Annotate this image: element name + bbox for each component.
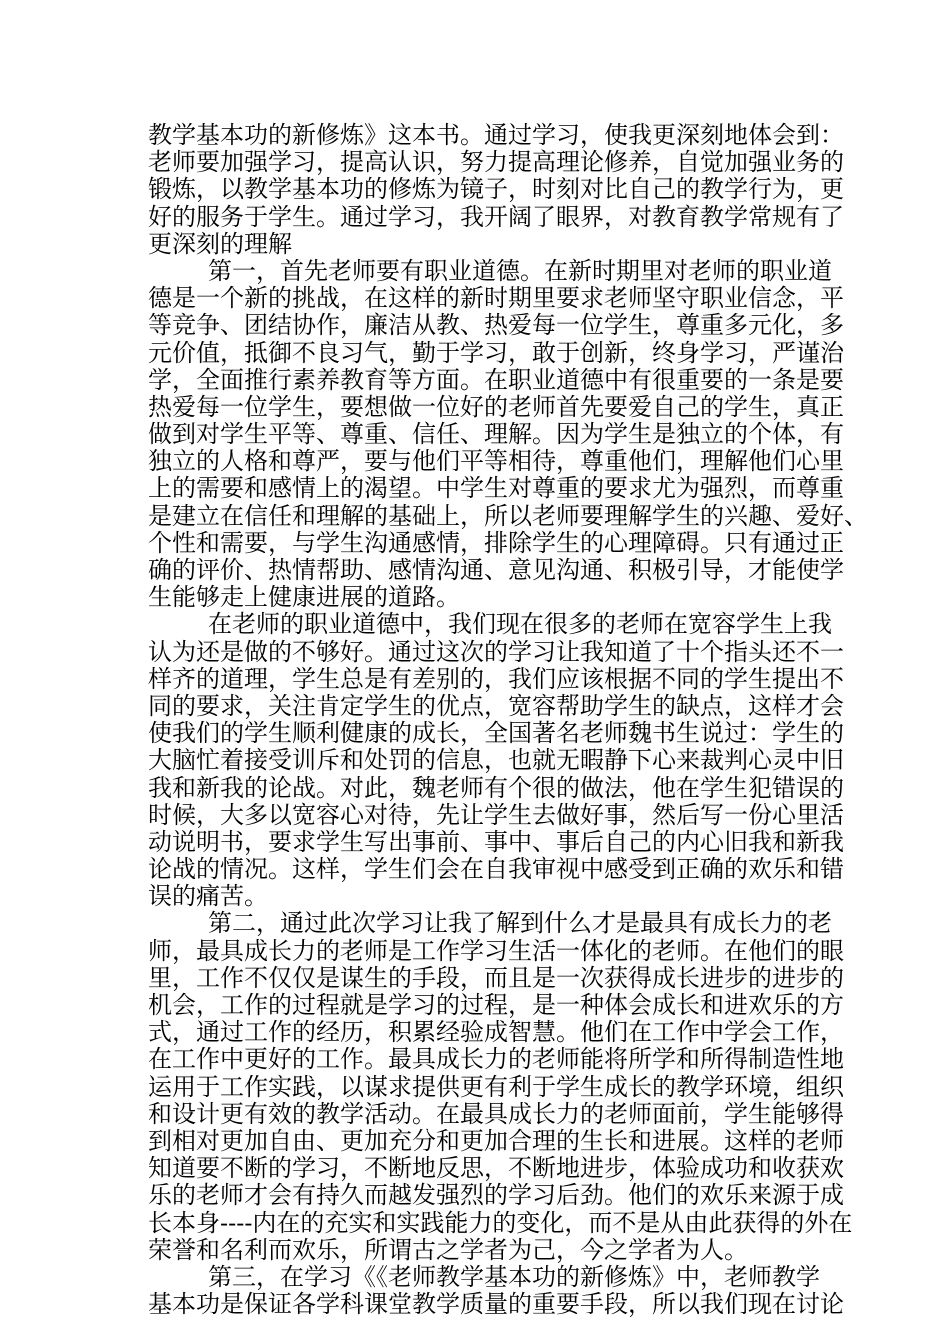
text-line: 机会，工作的过程就是学习的过程，是一种体会成长和进欢乐的方 xyxy=(148,991,844,1019)
text-line: 教学基本功的新修炼》这本书。通过学习，使我更深刻地体会到： xyxy=(148,121,844,149)
text-line: 个性和需要，与学生沟通感情，排除学生的心理障碍。只有通过正 xyxy=(148,528,844,557)
text-line: 学，全面推行素养教育等方面。在职业道德中有很重要的一条是要 xyxy=(148,365,844,394)
text-line: 荣誉和名利而欢乐，所谓古之学者为己，今之学者为人。 xyxy=(148,1235,748,1264)
text-line: 我和新我的论战。对此，魏老师有个很的做法，他在学生犯错误的 xyxy=(148,773,844,802)
paragraph xyxy=(148,1262,844,1319)
text-line: 认为还是做的不够好。通过这次的学习让我知道了十个指头还不一 xyxy=(148,637,844,666)
text-line: 误的痛苦。 xyxy=(148,882,268,911)
text-line: 时候，大多以宽容心对待，先让学生去做好事，然后写一份心里活 xyxy=(148,800,844,829)
text-line: 独立的人格和尊严，要与他们平等相待，尊重他们，理解他们心里 xyxy=(148,447,844,476)
text-line: 第三，在学习《《老师教学基本功的新修炼》中，老师教学 xyxy=(208,1262,820,1291)
text-line: 长本身----内在的充实和实践能力的变化，而不是从由此获得的外在 xyxy=(148,1208,853,1237)
text-line: 更深刻的理解 xyxy=(148,229,292,258)
document-body xyxy=(148,121,868,1319)
text-line: 使我们的学生顺利健康的成长，全国著名老师魏书生说过：学生的 xyxy=(148,719,844,748)
text-line: 动说明书，要求学生写出事前、事中、事后自己的内心旧我和新我 xyxy=(148,827,844,856)
text-line: 知道要不断的学习，不断地反思，不断地进步，体验成功和收获欢 xyxy=(148,1154,844,1183)
paragraph xyxy=(148,256,868,612)
text-line: 基本功是保证各学科课堂教学质量的重要手段，所以我们现在讨论 xyxy=(148,1290,844,1319)
text-line: 在老师的职业道德中，我们现在很多的老师在宽容学生上我 xyxy=(208,610,832,639)
text-line: 等竞争、团结协作，廉洁从教、热爱每一位学生，尊重多元化，多 xyxy=(148,311,844,340)
text-line: 元价值，抵御不良习气，勤于学习，敢于创新，终身学习，严谨治 xyxy=(148,338,844,367)
text-line: 第一，首先老师要有职业道德。在新时期里对老师的职业道 xyxy=(208,256,832,285)
text-line: 大脑忙着接受训斥和处罚的信息，也就无暇静下心来裁判心灵中旧 xyxy=(148,746,844,775)
text-line: 是建立在信任和理解的基础上，所以老师要理解学生的兴趣、爱好、 xyxy=(148,501,868,530)
text-line: 锻炼，以教学基本功的修炼为镜子，时刻对比自己的教学行为，更 xyxy=(148,175,844,204)
text-line: 同的要求，关注肯定学生的优点，宽容帮助学生的缺点，这样才会 xyxy=(148,691,844,720)
text-line: 生能够走上健康进展的道路。 xyxy=(148,583,460,612)
text-line: 热爱每一位学生，要想做一位好的老师首先要爱自己的学生，真正 xyxy=(148,392,844,421)
text-line: 运用于工作实践，以谋求提供更有利于学生成长的教学环境，组织 xyxy=(148,1072,844,1101)
text-line: 做到对学生平等、尊重、信任、理解。因为学生是独立的个体，有 xyxy=(148,420,844,449)
paragraph xyxy=(148,610,844,911)
text-line: 乐的老师才会有持久而越发强烈的学习后劲。他们的欢乐来源于成 xyxy=(148,1181,844,1210)
text-line: 师，最具成长力的老师是工作学习生活一体化的老师。在他们的眼 xyxy=(148,936,844,965)
text-line: 德是一个新的挑战，在这样的新时期里要求老师坚守职业信念，平 xyxy=(148,284,844,313)
text-line: 和设计更有效的教学活动。在最具成长力的老师面前，学生能够得 xyxy=(148,1099,844,1128)
text-line: 里，工作不仅仅是谋生的手段，而且是一次获得成长进步的进步的 xyxy=(148,963,844,992)
text-line: 确的评价、热情帮助、感情沟通、意见沟通、积极引导，才能使学 xyxy=(148,556,844,584)
text-line: 样齐的道理，学生总是有差别的，我们应该根据不同的学生提出不 xyxy=(148,664,844,693)
text-line: 论战的情况。这样，学生们会在自我审视中感受到正确的欢乐和错 xyxy=(148,855,844,884)
text-line: 式，通过工作的经历，积累经验成智慧。他们在工作中学会工作， xyxy=(148,1018,844,1047)
text-line: 到相对更加自由、更加充分和更加合理的生长和进展。这样的老师 xyxy=(148,1126,844,1155)
paragraph xyxy=(148,909,853,1264)
text-line: 第二，通过此次学习让我了解到什么才是最具有成长力的老 xyxy=(208,909,832,938)
text-line: 上的需要和感情上的渴望。中学生对尊重的要求尤为强烈，而尊重 xyxy=(148,474,844,503)
text-line: 在工作中更好的工作。最具成长力的老师能将所学和所得制造性地 xyxy=(148,1045,844,1074)
text-line: 好的服务于学生。通过学习，我开阔了眼界，对教育教学常规有了 xyxy=(148,202,844,231)
text-line: 老师要加强学习，提高认识，努力提高理论修养，自觉加强业务的 xyxy=(148,148,844,177)
paragraph xyxy=(148,121,844,258)
